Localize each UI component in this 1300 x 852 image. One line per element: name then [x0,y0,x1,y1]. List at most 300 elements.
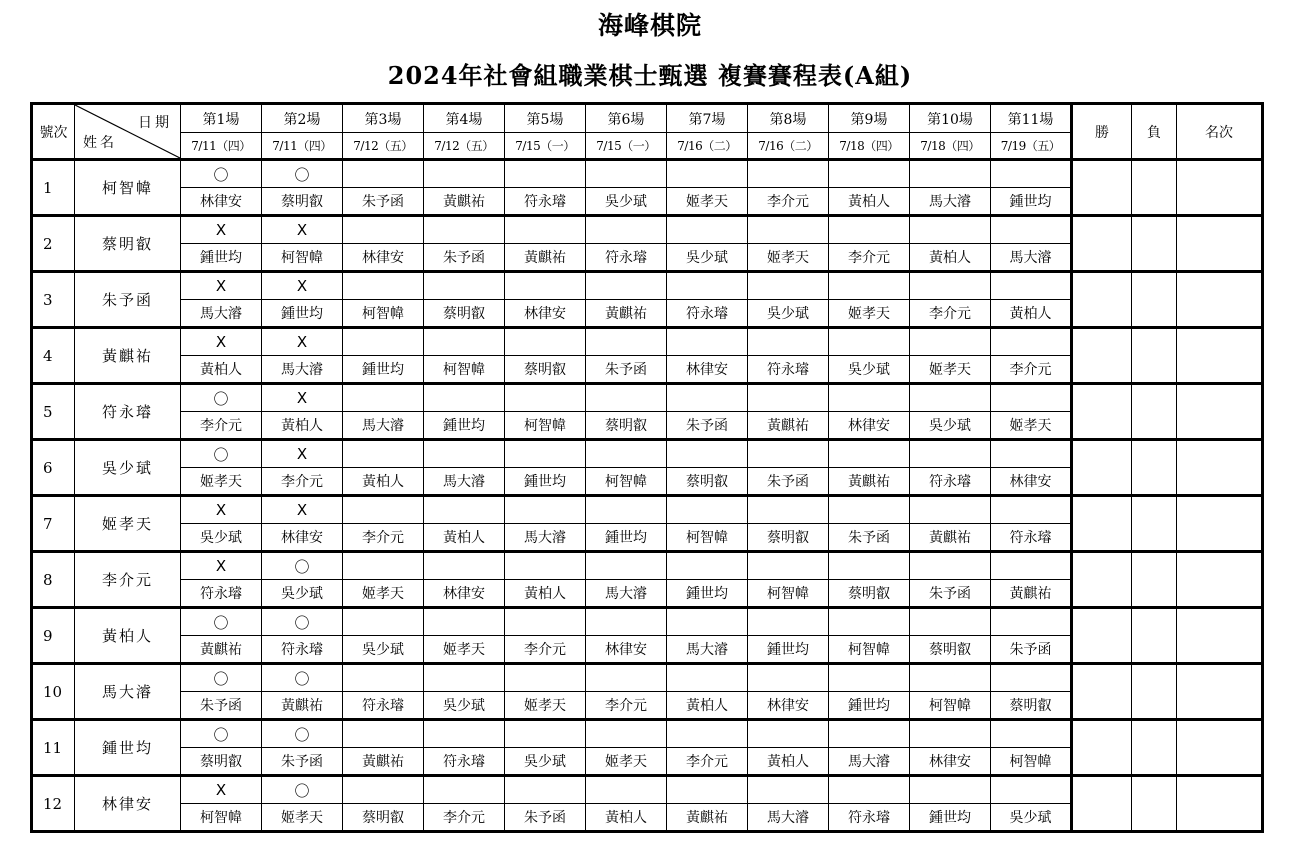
opponent-cell: 蔡明叡 [181,748,262,776]
result-cell [748,776,829,804]
opponent-cell: 黃麒祐 [343,748,424,776]
result-cell [505,664,586,692]
opponent-cell: 鍾世均 [748,636,829,664]
opponent-cell: 李介元 [343,524,424,552]
opponent-cell: 黃柏人 [424,524,505,552]
round-date: 7/11（四） [181,133,262,160]
result-cell [424,384,505,412]
result-cell: X [262,216,343,244]
result-cell [505,328,586,356]
opponent-cell: 柯智幃 [343,300,424,328]
player-name: 黃麒祐 [75,328,181,384]
player-number: 1 [32,160,75,216]
result-cell: X [181,272,262,300]
opponent-cell: 符永璿 [829,804,910,832]
result-cell [424,440,505,468]
result-cell [505,552,586,580]
opponent-cell: 林律安 [181,188,262,216]
corner-header [75,104,181,160]
result-cell [505,216,586,244]
opponent-cell: 柯智幃 [748,580,829,608]
result-cell: 〇 [262,608,343,636]
result-cell [424,272,505,300]
opponent-cell: 朱予函 [505,804,586,832]
round-date: 7/12（五） [424,133,505,160]
opponent-cell: 黃柏人 [748,748,829,776]
opponent-cell: 馬大濬 [667,636,748,664]
opponent-cell: 朱予函 [343,188,424,216]
opponent-cell: 朱予函 [748,468,829,496]
opponent-cell: 姬孝天 [910,356,991,384]
page-subtitle: 2024年社會組職業棋士甄選 複賽賽程表(A組) [387,61,913,90]
result-cell [586,776,667,804]
player-number: 10 [32,664,75,720]
result-cell [991,720,1072,748]
result-cell: 〇 [262,552,343,580]
result-cell [424,608,505,636]
result-cell [991,384,1072,412]
result-cell [667,496,748,524]
opponent-cell: 柯智幃 [424,356,505,384]
opponent-cell: 黃麒祐 [991,580,1072,608]
result-cell: 〇 [181,440,262,468]
opponent-cell: 朱予函 [181,692,262,720]
opponent-cell: 蔡明叡 [262,188,343,216]
result-cell [586,608,667,636]
loss-count-cell [1132,216,1177,272]
loss-count-cell [1132,776,1177,832]
result-cell [991,440,1072,468]
opponent-cell: 朱予函 [829,524,910,552]
rank-cell [1177,664,1263,720]
result-cell [343,272,424,300]
opponent-cell: 黃麒祐 [586,300,667,328]
opponent-cell: 姬孝天 [586,748,667,776]
opponent-cell: 鍾世均 [343,356,424,384]
round-date: 7/16（二） [748,133,829,160]
result-cell [991,664,1072,692]
player-name: 林律安 [75,776,181,832]
loss-count-cell [1132,272,1177,328]
opponent-cell: 朱予函 [586,356,667,384]
player-number: 11 [32,720,75,776]
opponent-cell: 蔡明叡 [343,804,424,832]
column-header-loss: 負 [1132,104,1177,160]
opponent-cell: 柯智幃 [991,748,1072,776]
opponent-cell: 蔡明叡 [910,636,991,664]
result-cell: X [262,328,343,356]
round-label: 第3場 [343,104,424,133]
opponent-cell: 吳少珷 [262,580,343,608]
loss-count-cell [1132,160,1177,216]
win-count-cell [1072,384,1132,440]
win-count-cell [1072,496,1132,552]
opponent-cell: 吳少珷 [667,244,748,272]
opponent-cell: 林律安 [424,580,505,608]
opponent-cell: 姬孝天 [343,580,424,608]
opponent-cell: 李介元 [424,804,505,832]
loss-count-cell [1132,720,1177,776]
opponent-cell: 馬大濬 [505,524,586,552]
result-cell [343,216,424,244]
opponent-cell: 李介元 [181,412,262,440]
result-cell [991,160,1072,188]
opponent-cell: 朱予函 [910,580,991,608]
opponent-cell: 李介元 [586,692,667,720]
opponent-cell: 姬孝天 [991,412,1072,440]
result-cell [748,328,829,356]
round-label: 第1場 [181,104,262,133]
loss-count-cell [1132,384,1177,440]
opponent-cell: 黃麒祐 [181,636,262,664]
opponent-cell: 馬大濬 [748,804,829,832]
round-date: 7/16（二） [667,133,748,160]
opponent-cell: 鍾世均 [991,188,1072,216]
result-cell [505,608,586,636]
result-cell: 〇 [262,664,343,692]
opponent-cell: 鍾世均 [667,580,748,608]
result-cell [424,328,505,356]
opponent-cell: 馬大濬 [910,188,991,216]
opponent-cell: 鍾世均 [181,244,262,272]
result-cell [343,664,424,692]
result-cell: 〇 [181,608,262,636]
result-cell [829,608,910,636]
player-name: 柯智幃 [75,160,181,216]
player-name: 蔡明叡 [75,216,181,272]
result-cell [991,216,1072,244]
opponent-cell: 黃柏人 [991,300,1072,328]
round-label: 第10場 [910,104,991,133]
player-name: 馬大濬 [75,664,181,720]
opponent-cell: 黃柏人 [667,692,748,720]
result-cell [910,384,991,412]
result-cell [829,720,910,748]
result-cell [505,496,586,524]
opponent-cell: 朱予函 [262,748,343,776]
player-number: 5 [32,384,75,440]
player-name: 符永璿 [75,384,181,440]
opponent-cell: 林律安 [343,244,424,272]
opponent-cell: 姬孝天 [262,804,343,832]
result-cell [667,160,748,188]
win-count-cell [1072,776,1132,832]
rank-cell [1177,160,1263,216]
opponent-cell: 朱予函 [667,412,748,440]
opponent-cell: 黃柏人 [262,412,343,440]
result-cell [667,608,748,636]
rank-cell [1177,384,1263,440]
player-row-results [32,496,1263,524]
result-cell: X [181,216,262,244]
opponent-cell: 林律安 [991,468,1072,496]
opponent-cell: 鍾世均 [586,524,667,552]
opponent-cell: 馬大濬 [262,356,343,384]
opponent-cell: 符永璿 [910,468,991,496]
opponent-cell: 林律安 [262,524,343,552]
player-number: 4 [32,328,75,384]
result-cell [667,384,748,412]
result-cell [829,440,910,468]
opponent-cell: 林律安 [829,412,910,440]
player-row-results [32,664,1263,692]
opponent-cell: 林律安 [910,748,991,776]
result-cell [748,160,829,188]
player-row-results [32,328,1263,356]
opponent-cell: 黃柏人 [829,188,910,216]
result-cell [748,272,829,300]
player-row-results [32,552,1263,580]
round-label: 第9場 [829,104,910,133]
opponent-cell: 吳少珷 [991,804,1072,832]
result-cell [586,328,667,356]
opponent-cell: 吳少珷 [505,748,586,776]
round-label: 第4場 [424,104,505,133]
opponent-cell: 黃柏人 [343,468,424,496]
player-name: 鍾世均 [75,720,181,776]
opponent-cell: 吳少珷 [748,300,829,328]
player-row-results [32,440,1263,468]
player-name: 黃柏人 [75,608,181,664]
opponent-cell: 姬孝天 [181,468,262,496]
result-cell [829,384,910,412]
opponent-cell: 黃麒祐 [424,188,505,216]
result-cell: X [181,552,262,580]
opponent-cell: 馬大濬 [343,412,424,440]
result-cell: X [181,328,262,356]
opponent-cell: 鍾世均 [505,468,586,496]
opponent-cell: 鍾世均 [910,804,991,832]
win-count-cell [1072,552,1132,608]
rank-cell [1177,440,1263,496]
opponent-cell: 黃柏人 [910,244,991,272]
result-cell [748,664,829,692]
rank-cell [1177,608,1263,664]
result-cell [910,720,991,748]
round-date: 7/11（四） [262,133,343,160]
loss-count-cell [1132,496,1177,552]
opponent-cell: 黃麒祐 [910,524,991,552]
result-cell [424,776,505,804]
result-cell [586,384,667,412]
opponent-cell: 符永璿 [424,748,505,776]
opponent-cell: 符永璿 [667,300,748,328]
opponent-cell: 馬大濬 [424,468,505,496]
result-cell: 〇 [181,384,262,412]
win-count-cell [1072,216,1132,272]
opponent-cell: 吳少珷 [181,524,262,552]
opponent-cell: 柯智幃 [667,524,748,552]
result-cell [505,160,586,188]
opponent-cell: 馬大濬 [829,748,910,776]
name-label: 姓名 [83,135,117,151]
column-header-number: 號次 [32,104,75,160]
opponent-cell: 李介元 [829,244,910,272]
result-cell [910,664,991,692]
opponent-cell: 李介元 [667,748,748,776]
result-cell [829,776,910,804]
result-cell [424,720,505,748]
rank-cell [1177,720,1263,776]
result-cell [748,608,829,636]
opponent-cell: 鍾世均 [424,412,505,440]
result-cell: X [262,272,343,300]
opponent-cell: 鍾世均 [829,692,910,720]
result-cell [829,552,910,580]
opponent-cell: 黃麒祐 [667,804,748,832]
result-cell [991,776,1072,804]
round-label: 第5場 [505,104,586,133]
loss-count-cell [1132,608,1177,664]
result-cell [424,216,505,244]
round-label: 第2場 [262,104,343,133]
result-cell [343,384,424,412]
result-cell [586,552,667,580]
result-cell [829,160,910,188]
result-cell [991,608,1072,636]
player-row-results [32,160,1263,188]
opponent-cell: 蔡明叡 [829,580,910,608]
result-cell [586,664,667,692]
rank-cell [1177,552,1263,608]
result-cell [829,664,910,692]
result-cell [343,328,424,356]
opponent-cell: 李介元 [748,188,829,216]
date-label: 日期 [138,115,172,131]
result-cell [343,720,424,748]
opponent-cell: 柯智幃 [829,636,910,664]
opponent-cell: 鍾世均 [262,300,343,328]
round-date: 7/18（四） [829,133,910,160]
result-cell [748,552,829,580]
result-cell [910,160,991,188]
player-number: 6 [32,440,75,496]
opponent-cell: 姬孝天 [505,692,586,720]
result-cell [424,160,505,188]
result-cell [991,272,1072,300]
result-cell [505,384,586,412]
opponent-cell: 柯智幃 [910,692,991,720]
opponent-cell: 吳少珷 [910,412,991,440]
player-name: 李介元 [75,552,181,608]
result-cell [910,776,991,804]
win-count-cell [1072,160,1132,216]
opponent-cell: 黃柏人 [505,580,586,608]
opponent-cell: 黃柏人 [586,804,667,832]
opponent-cell: 林律安 [667,356,748,384]
result-cell [667,272,748,300]
win-count-cell [1072,608,1132,664]
loss-count-cell [1132,440,1177,496]
opponent-cell: 符永璿 [343,692,424,720]
player-number: 9 [32,608,75,664]
result-cell [343,552,424,580]
opponent-cell: 符永璿 [748,356,829,384]
result-cell [343,440,424,468]
player-name: 朱予函 [75,272,181,328]
opponent-cell: 吳少珷 [586,188,667,216]
result-cell: 〇 [181,160,262,188]
player-row-results [32,272,1263,300]
schedule-table [30,102,1264,833]
player-name: 姬孝天 [75,496,181,552]
result-cell [667,552,748,580]
opponent-cell: 柯智幃 [586,468,667,496]
result-cell [910,496,991,524]
opponent-cell: 黃麒祐 [505,244,586,272]
result-cell: X [181,776,262,804]
opponent-cell: 符永璿 [181,580,262,608]
player-number: 3 [32,272,75,328]
round-date: 7/15（一） [586,133,667,160]
result-cell [343,496,424,524]
result-cell [586,720,667,748]
win-count-cell [1072,272,1132,328]
win-count-cell [1072,664,1132,720]
opponent-cell: 蔡明叡 [991,692,1072,720]
opponent-cell: 姬孝天 [829,300,910,328]
opponent-cell: 柯智幃 [181,804,262,832]
opponent-cell: 符永璿 [586,244,667,272]
opponent-cell: 符永璿 [991,524,1072,552]
result-cell [586,496,667,524]
opponent-cell: 蔡明叡 [505,356,586,384]
opponent-cell: 林律安 [748,692,829,720]
player-row-results [32,720,1263,748]
column-header-rank: 名次 [1177,104,1263,160]
opponent-cell: 柯智幃 [262,244,343,272]
win-count-cell [1072,328,1132,384]
result-cell [910,272,991,300]
opponent-cell: 吳少珷 [343,636,424,664]
result-cell [505,272,586,300]
loss-count-cell [1132,328,1177,384]
opponent-cell: 黃柏人 [181,356,262,384]
player-row-results [32,216,1263,244]
result-cell [991,552,1072,580]
player-number: 12 [32,776,75,832]
opponent-cell: 姬孝天 [667,188,748,216]
result-cell: X [262,440,343,468]
result-cell [505,440,586,468]
result-cell [586,440,667,468]
round-date: 7/18（四） [910,133,991,160]
result-cell [748,720,829,748]
result-cell: X [181,496,262,524]
opponent-cell: 馬大濬 [991,244,1072,272]
opponent-cell: 李介元 [262,468,343,496]
result-cell: 〇 [181,720,262,748]
result-cell [424,664,505,692]
result-cell [910,440,991,468]
result-cell: X [262,496,343,524]
player-row-results [32,776,1263,804]
result-cell [748,496,829,524]
result-cell [910,552,991,580]
result-cell [343,776,424,804]
player-number: 2 [32,216,75,272]
result-cell [910,216,991,244]
player-name: 吳少珷 [75,440,181,496]
rank-cell [1177,272,1263,328]
opponent-cell: 蔡明叡 [586,412,667,440]
result-cell [829,216,910,244]
rank-cell [1177,496,1263,552]
header-row-rounds [32,104,1263,133]
result-cell [829,328,910,356]
result-cell [343,160,424,188]
result-cell [586,272,667,300]
